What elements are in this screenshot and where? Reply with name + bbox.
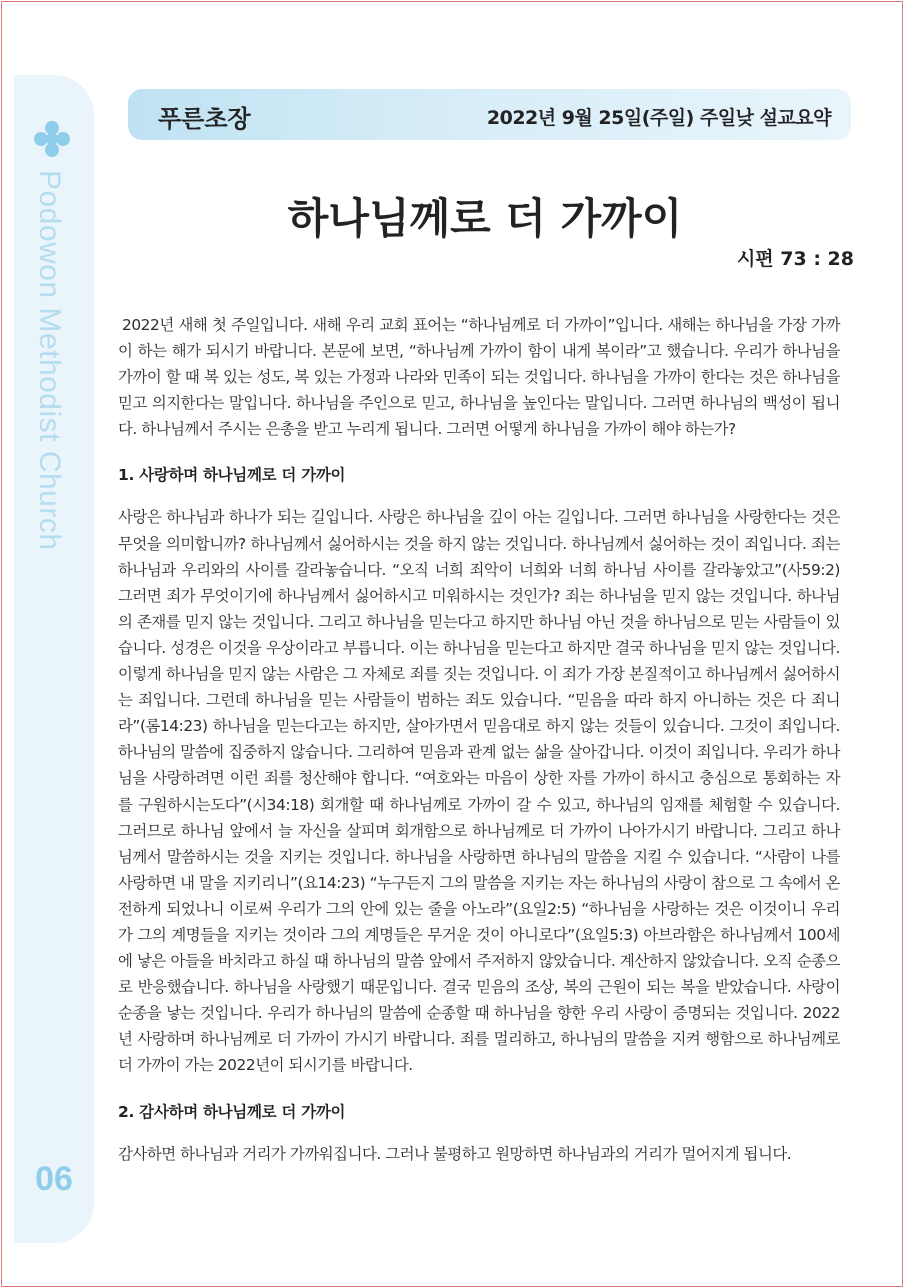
section-2-heading: 2. 감사하며 하나님께로 더 가까이 xyxy=(118,1102,346,1121)
section-2-body: 감사하면 하나님과 거리가 가까워집니다. 그러나 불평하고 원망하면 하나님과의 거리가 멀어지게 됩니다. xyxy=(118,1144,792,1163)
header-date-label: 2022년 9월 25일(주일) 주일낮 설교요약 xyxy=(486,107,831,129)
scripture-reference: 시편 73 : 28 xyxy=(736,248,854,270)
cross-flower-icon xyxy=(33,120,71,158)
header-bar xyxy=(128,89,851,140)
section-1-heading: 1. 사랑하며 하나님께로 더 가까이 xyxy=(118,466,346,485)
section-1-body: 사랑은 하나님과 하나가 되는 길입니다. 사랑은 하나님을 깊이 아는 길입니다. 그러면 하나님을 사랑한다는 것은 무엇을 의미합니까? 하나님께서 싫어하시는 것을 하지 않는 것입니다. 하나님께서 싫어하는 것이 죄입니다. 죄는 하나님과 우리와의 사이를 갈라놓습니다. “오직 너희 죄악이 너희와 너희 하나님 사이를 갈라놓았고”(사59:2) 그러면 죄가 무엇이기에 하나님께서 싫어하시고 미워하시는 것인가? 죄는 하나님을 믿지 않는 것입니다. 하나님의 존재를 믿지 않는 것입니다. 그리고 하나님을 믿는다고 하지만 하나님 아닌 것을 하나님으로 믿는 사람들이 있습니다. 성경은 이것을 우상이라고 부릅니다. 이는 하나님을 믿는다고 하지만 결국 하나님을 믿지 않는 것입니다. 이렇게 하나님을 믿지 않는 사람은 그 자체로 죄를 짓는 것입니다. 이 죄가 가장 본질적이고 하나님께서 싫어하시는 죄입니다. 그런데 하나님을 믿는 사람들이 범하는 죄도 있습니다. “믿음을 따라 하지 아니하는 것은 다 죄니라”(롬14:23) 하나님을 믿는다고는 하지만, 살아가면서 믿음대로 하지 않는 것들이 있습니다. 그것이 죄입니다. 하나님의 말씀에 집중하지 않습니다. 그리하여 믿음과 관계 없는 삶을 살아갑니다. 이것이 죄입니다. 우리가 하나님을 사랑하려면 이런 죄를 청산해야 합니다. “여호와는 마음이 상한 자를 가까이 하시고 충심으로 통회하는 자를 구원하시는도다”(시34:18) 회개할 때 하나님께로 가까이 갈 수 있고, 하나님의 임재를 체험할 수 있습니다. 그러므로 하나님 앞에서 늘 자신을 살피며 회개함으로 하나님께로 더 가까이 나아가시기 바랍니다. 그리고 하나님께서 말씀하시는 것을 지키는 것입니다. 하나님을 사랑하면 하나님의 말씀을 지킬 수 있습니다. “사람이 나를 사랑하면 내 말을 지키리니”(요14:23) “누구든지 그의 말씀을 지키는 자는 하나님의 사랑이 참으로 그 속에서 온전하게 되었나니 이로써 우리가 그의 안에 있는 줄을 아노라”(요일2:5) “하나님을 사랑하는 것은 이것이니 우리가 그의 계명들을 지키는 것이라 그의 계명들은 무거운 것이 아니로다”(요일5:3) 아브라함은 하나님께서 100세에 낳은 아들을 바치라고 하실 때 하나님의 말씀 앞에서 주저하지 않았습니다. 계산하지 않았습니다. 오직 순종으로 반응했습니다. 하나님을 사랑했기 때문입니다. 결국 믿음의 조상, 복의 근원이 되는 복을 받았습니다. 사랑이 순종을 낳는 것입니다. 우리가 하나님의 말씀에 순종할 때 하나님을 향한 우리 사랑이 증명되는 것입니다. 2022년 사랑하며 하나님께로 더 가까이 가시기 바랍니다. 죄를 멀리하고, 하나님의 말씀을 지켜 행함으로 하나님께로 더 가까이 가는 2022년이 되시기를 바랍니다. xyxy=(118,508,840,1075)
header-section-label: 푸른초장 xyxy=(158,105,251,133)
sermon-title: 하나님께로 더 가까이 xyxy=(287,194,683,243)
sermon-body xyxy=(118,312,840,1167)
intro-paragraph: 2022년 새해 첫 주일입니다. 새해 우리 교회 표어는 “하나님께로 더 가까이”입니다. 새해는 하나님을 가장 가까이 하는 해가 되시기 바랍니다. 본문에 보면, “하나님께 가까이 함이 내게 복이라”고 했습니다. 우리가 하나님을 가까이 할 때 복 있는 성도, 복 있는 가정과 나라와 민족이 되는 것입니다. 하나님을 가까이 한다는 것은 하나님을 믿고 의지한다는 말입니다. 하나님을 주인으로 믿고, 하나님을 높인다는 말입니다. 그러면 하나님의 백성이 됩니다. 하나님께서 주시는 은총을 받고 누리게 됩니다. 그러면 어떻게 하나님을 가까이 해야 하는가? xyxy=(118,316,840,439)
church-name: Podowon Methodist Church xyxy=(33,170,66,551)
page-number: 06 xyxy=(35,1160,73,1198)
